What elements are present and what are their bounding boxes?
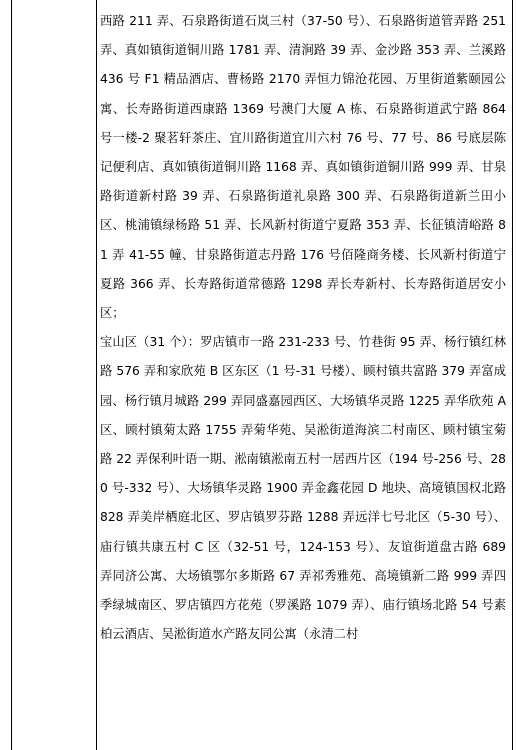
- address-list-cell: [97, 0, 512, 750]
- baoshan-address-paragraph: 宝山区（31 个）：罗店镇市一路 231-233 号、竹巷街 95 弄、杨行镇红林路 576 弄和家欣苑 B 区东区（1 号-31 号楼）、顾村镇共富路 379 弄富成园、杨行镇月城路 299 弄同盛嘉园西区、大场镇华灵路 1225 弄华欣苑 A 区、顾村镇菊太路 1755 弄菊华苑、吴淞街道海滨二村南区、顾村镇宝菊路 22 弄保利叶语一期、淞南镇淞南五村一居西片区（194 号-256 号、280 号-332 号）、大场镇华灵路 1900 弄金鑫花园 D 地块、高境镇国权北路 828 弄美岸栖庭北区、罗店镇罗芬路 1288 弄远洋七号北区（5-30 号）、庙行镇共康五村 C 区（32-51 号，124-153 号）、友谊街道盘古路 689 弄同济公寓、大场镇鄂尔多斯路 67 弄祁秀雅苑、高境镇新二路 999 弄四季绿城南区、罗店镇四方花苑（罗溪路 1079 弄）、庙行镇场北路 54 号素柏云酒店、吴淞街道水产路友同公寓（永清二村: [100, 335, 506, 642]
- putuo-address-paragraph: 西路 211 弄、石泉路街道石岚三村（37-50 号）、石泉路街道管弄路 251 弄、真如镇街道铜川路 1781 弄、清涧路 39 弄、金沙路 353 弄、兰溪路 436 号 F1 精品酒店、曹杨路 2170 弄恒力锦沧花园、万里街道紫颐园公寓、长寿路街道西康路 1369 号澳门大厦 A 栋、石泉路街道武宁路 864 号一楼-2 聚茗轩茶庄、宜川路街道宜川六村 76 号、77 号、86 号底层陈记便利店、真如镇街道铜川路 1168 弄、真如镇街道铜川路 999 弄、甘泉路街道新村路 39 弄、石泉路街道礼泉路 300 弄、石泉路街道新兰田小区、桃浦镇绿杨路 51 弄、长风新村街道宁夏路 353 弄、长征镇清峪路 81 弄 41-55 幢、甘泉路街道志丹路 176 号佰隆商务楼、长风新村街道宁夏路 366 弄、长寿路街道常德路 1298 弄长寿新村、长寿路街道居安小区；: [100, 14, 506, 321]
- category-cell: [12, 0, 96, 750]
- address-list-text: [97, 0, 512, 649]
